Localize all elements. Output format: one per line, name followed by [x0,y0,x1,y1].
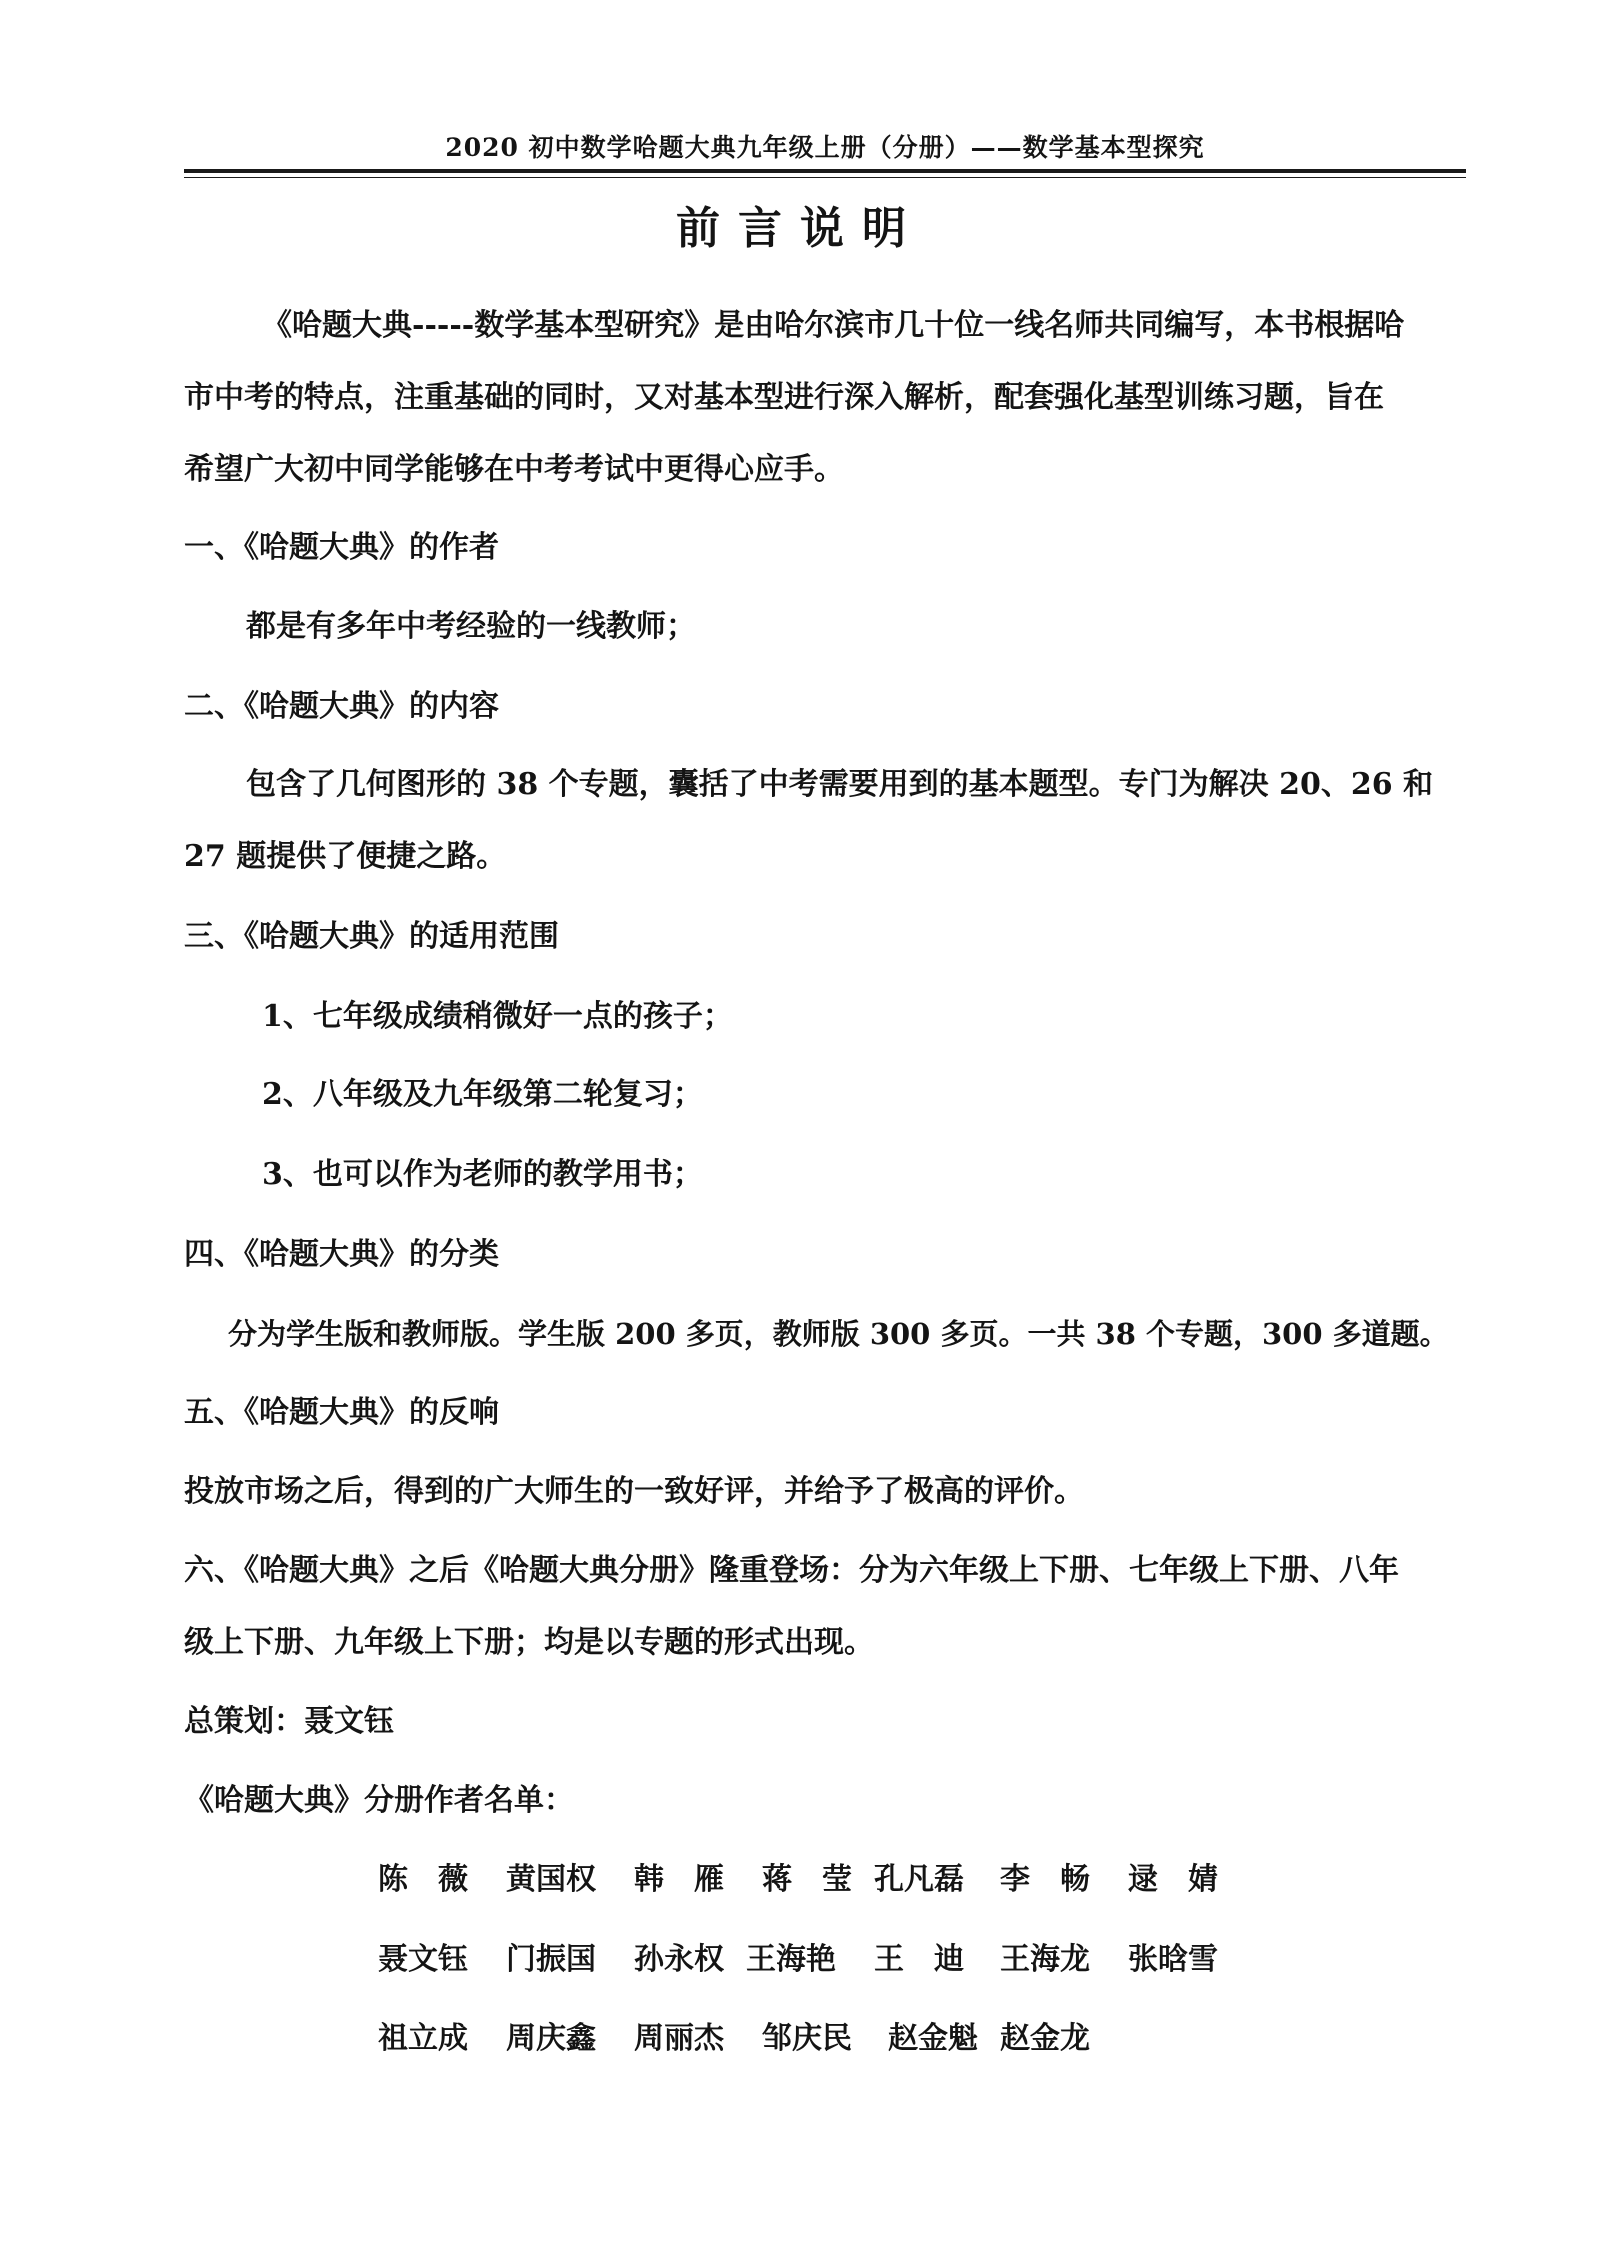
author-name: 门振国 [506,1942,596,1977]
author-name: 邹庆民 [762,2021,852,2056]
section-3-heading: 三、《哈题大典》的适用范围 [184,919,559,954]
author-name: 赵金龙 [1000,2021,1090,2056]
intro-line-1: 《哈题大典-----数学基本型研究》是由哈尔滨市几十位一线名师共同编写，本书根据哈 [262,308,1405,343]
section-4-body: 分为学生版和教师版。学生版 200 多页，教师版 300 多页。一共 38 个专题，300 多道题。 [228,1317,1449,1351]
author-name: 蒋 莹 [762,1862,852,1897]
author-name: 王海艳 [746,1942,836,1977]
author-name: 李 畅 [1000,1862,1090,1897]
author-name: 周丽杰 [634,2021,724,2056]
section-1-heading: 一、《哈题大典》的作者 [184,530,499,565]
author-name: 陈 薇 [378,1862,468,1897]
author-name: 孙永权 [634,1942,724,1977]
intro-line-3: 希望广大初中同学能够在中考考试中更得心应手。 [184,452,844,487]
intro-line-2: 市中考的特点，注重基础的同时，又对基本型进行深入解析，配套强化基型训练习题，旨在 [184,380,1384,415]
author-name: 赵金魁 [888,2021,978,2056]
section-2-heading: 二、《哈题大典》的内容 [184,689,499,724]
author-name: 孔凡磊 [874,1862,964,1897]
section-1-body: 都是有多年中考经验的一线教师； [246,609,696,644]
author-name: 王 迪 [874,1942,964,1977]
section-4-heading: 四、《哈题大典》的分类 [184,1237,499,1272]
author-name: 周庆鑫 [506,2021,596,2056]
section-3-item-1: 1、七年级成绩稍微好一点的孩子； [262,999,733,1034]
author-name: 聂文钰 [378,1942,468,1977]
author-name: 王海龙 [1000,1942,1090,1977]
author-name: 祖立成 [378,2021,468,2056]
section-2-body-line-2: 27 题提供了便捷之路。 [184,839,507,874]
section-6-line-1: 六、《哈题大典》之后《哈题大典分册》隆重登场：分为六年级上下册、七年级上下册、八年 [184,1553,1399,1588]
authors-heading: 《哈题大典》分册作者名单： [184,1783,574,1818]
author-name: 逯 婧 [1128,1862,1218,1897]
section-5-body: 投放市场之后，得到的广大师生的一致好评，并给予了极高的评价。 [184,1474,1084,1509]
author-name: 黄国权 [506,1862,596,1897]
section-3-item-2: 2、八年级及九年级第二轮复习； [262,1077,703,1112]
author-name: 韩 雁 [634,1862,724,1897]
header-rule-thick [184,169,1466,173]
section-5-heading: 五、《哈题大典》的反响 [184,1395,499,1430]
page-title: 前言说明 [676,203,924,254]
section-3-item-3: 3、也可以作为老师的教学用书； [262,1157,703,1192]
author-name: 张晗雪 [1128,1942,1218,1977]
running-header: 2020 初中数学哈题大典九年级上册（分册）——数学基本型探究 [445,133,1205,162]
general-planner: 总策划：聂文钰 [184,1704,394,1739]
header-rule-thin [184,177,1466,178]
section-6-line-2: 级上下册、九年级上下册；均是以专题的形式出现。 [184,1625,874,1660]
section-2-body-line-1: 包含了几何图形的 38 个专题，囊括了中考需要用到的基本题型。专门为解决 20、26 和 [246,767,1434,802]
